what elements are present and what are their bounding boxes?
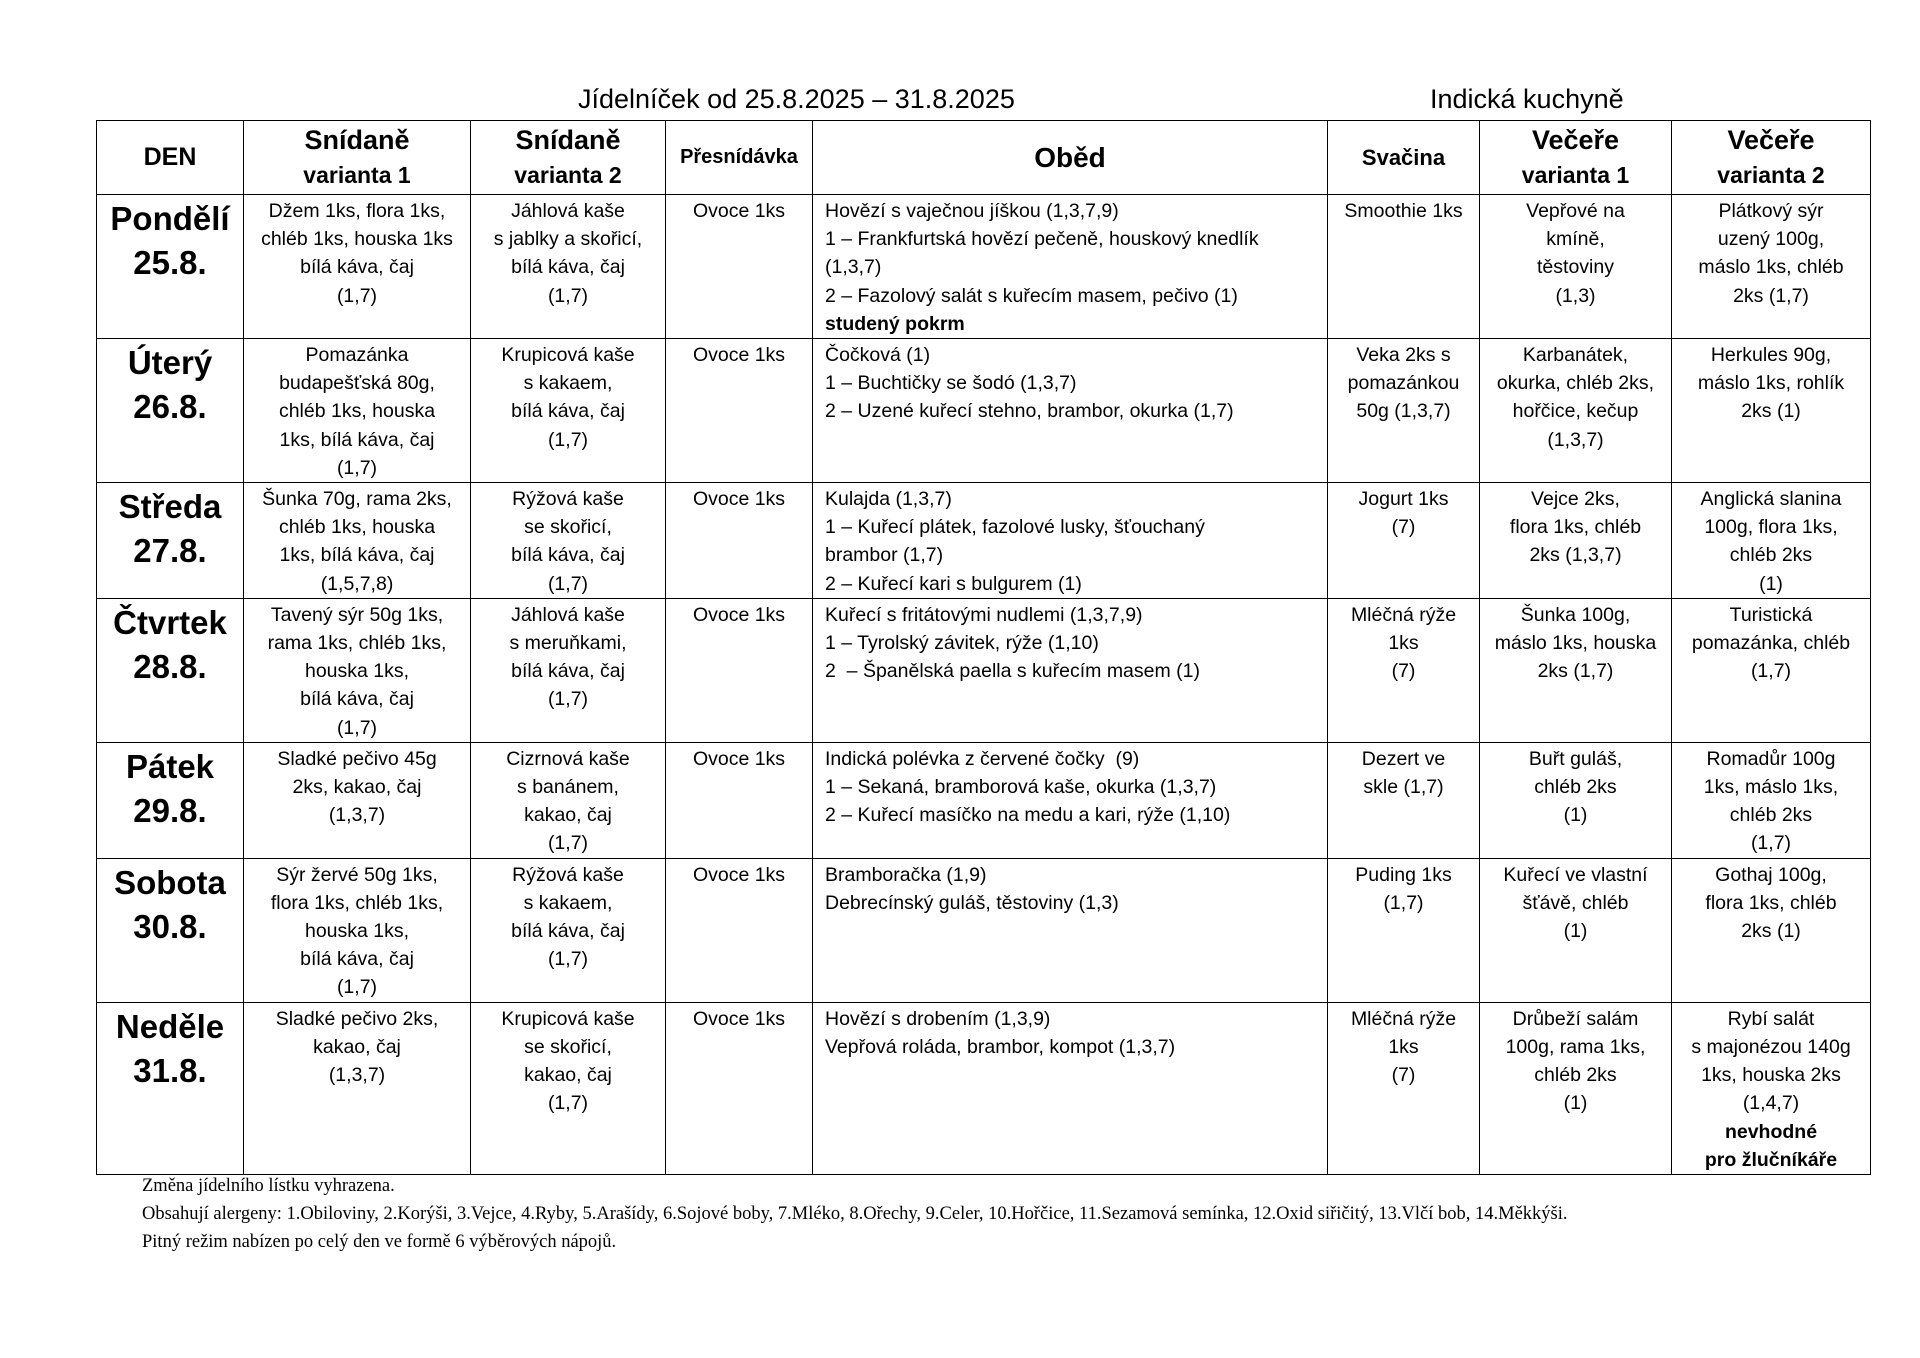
presnidavka-cell (666, 858, 813, 1002)
menu-line: chléb 2ks (1729, 804, 1813, 827)
menu-line: Krupicová kaše (501, 1007, 635, 1030)
vecere-1-cell (1480, 1002, 1672, 1174)
snidane-1-cell (244, 1002, 471, 1174)
menu-line: (1,3,7) (825, 256, 882, 279)
vecere-1-cell (1480, 598, 1672, 742)
menu-line: 1 – Tyrolský závitek, rýže (1,10) (825, 632, 1099, 655)
menu-line: Sýr žervé 50g 1ks, (276, 863, 438, 886)
menu-line: Veka 2ks s (1356, 344, 1451, 367)
svacina-cell (1328, 742, 1480, 858)
snidane-1-cell (244, 195, 471, 339)
header-vecere-2 (1672, 121, 1871, 195)
menu-line: 100g, flora 1ks, (1704, 516, 1838, 539)
day-label: 31.8. (133, 1051, 207, 1089)
day-label: 25.8. (133, 244, 207, 281)
menu-line: chléb 1ks, houska 1ks (261, 228, 453, 251)
day-row (97, 1002, 1871, 1174)
menu-line: chléb 1ks, houska (278, 516, 436, 539)
presnidavka-cell (666, 598, 813, 742)
menu-line: (1,7) (336, 456, 378, 479)
header-presnidavka: Přesnídávka (666, 121, 813, 195)
menu-line: Kuřecí ve vlastní (1503, 863, 1648, 886)
menu-body (97, 195, 1871, 1175)
menu-line: s kakaem, (523, 372, 613, 395)
menu-line: bílá káva, čaj (511, 256, 625, 279)
menu-line: pomazánkou (1347, 372, 1460, 395)
menu-line: s meruňkami, (509, 632, 627, 655)
menu-line: bílá káva, čaj (300, 948, 414, 971)
day-label: Pátek (125, 747, 215, 785)
menu-line: Rýžová kaše (512, 863, 624, 886)
menu-line: houska 1ks, (304, 920, 410, 943)
menu-line: Šunka 100g, (1520, 603, 1631, 626)
day-row (97, 858, 1871, 1002)
day-label: 30.8. (133, 907, 207, 945)
menu-line: chléb 2ks (1534, 1064, 1617, 1087)
snidane-1-cell (244, 598, 471, 742)
menu-line: (1,7) (336, 716, 378, 739)
day-label: 28.8. (133, 647, 207, 685)
obed-cell (813, 195, 1328, 339)
day-row (97, 339, 1871, 483)
menu-line: (1,5,7,8) (320, 572, 394, 595)
menu-line: 50g (1,3,7) (1356, 400, 1451, 423)
menu-line: Smoothie 1ks (1344, 200, 1463, 222)
menu-line: Anglická slanina (1700, 488, 1842, 511)
menu-line: máslo 1ks, houska (1494, 632, 1657, 655)
footer-change-note: Změna jídelního lístku vyhrazena. (142, 1176, 395, 1196)
presnidavka-cell (666, 1002, 813, 1174)
menu-line: s banánem, (517, 776, 619, 799)
header-label: Večeře (1531, 124, 1620, 155)
menu-line: Buřt guláš, (1528, 747, 1623, 770)
vecere-2-cell (1672, 195, 1871, 339)
menu-line: kakao, čaj (524, 1064, 612, 1087)
menu-line: (1,3,7) (328, 804, 386, 827)
menu-line: 2ks (1,7) (1733, 284, 1809, 307)
day-row (97, 598, 1871, 742)
header-sublabel: varianta 1 (303, 161, 411, 188)
day-cell (97, 858, 244, 1002)
vecere-2-cell (1672, 339, 1871, 483)
menu-line: Bramboračka (1,9) (825, 863, 987, 886)
day-row (97, 742, 1871, 858)
obed-cell (813, 742, 1328, 858)
menu-line: Ovoce 1ks (692, 603, 786, 626)
menu-line: 1 – Sekaná, bramborová kaše, okurka (1,3,7) (825, 776, 1217, 799)
vecere-2-cell (1672, 1002, 1871, 1174)
day-label: Středa (118, 488, 222, 526)
day-cell (97, 1002, 244, 1174)
menu-line: Romadůr 100g (1706, 747, 1836, 770)
menu-line: Karbanátek, (1522, 344, 1629, 367)
cuisine-subtitle: Indická kuchyně (1430, 84, 1624, 114)
menu-line: Rýžová kaše (512, 488, 624, 511)
menu-line: Tavený sýr 50g 1ks, (270, 603, 444, 626)
menu-line: Vepřová roláda, brambor, kompot (1,3,7) (825, 1035, 1176, 1058)
day-label: Úterý (127, 344, 213, 382)
header-label: Večeře (1727, 124, 1815, 155)
day-label: Čtvrtek (113, 603, 227, 641)
day-label: Neděle (115, 1007, 225, 1045)
menu-line: šťávě, chléb (1522, 891, 1629, 914)
menu-line: skle (1,7) (1363, 776, 1444, 799)
footer-notes (142, 1172, 1568, 1256)
vecere-2-cell (1672, 598, 1871, 742)
menu-line: Pomazánka (305, 344, 409, 367)
menu-line: 2 – Španělská paella s kuřecím masem (1) (825, 660, 1200, 683)
header-label: Snídaně (304, 124, 410, 155)
menu-line: (7) (1391, 660, 1416, 683)
day-cell (97, 742, 244, 858)
vecere-1-cell (1480, 195, 1672, 339)
snidane-1-cell (244, 339, 471, 483)
header-vecere-1 (1480, 121, 1672, 195)
title-row (0, 84, 1920, 120)
menu-line: Vejce 2ks, (1531, 488, 1620, 511)
day-label: Pondělí (110, 200, 230, 237)
menu-line: (1,7) (547, 688, 589, 711)
menu-line: chléb 2ks (1534, 776, 1617, 799)
menu-line: hořčice, kečup (1512, 400, 1639, 423)
menu-line: (7) (1391, 1064, 1416, 1087)
menu-line: Cizrnová kaše (506, 747, 630, 770)
header-label: Snídaně (515, 124, 621, 155)
menu-line: studený pokrm (825, 312, 965, 335)
menu-line: se skořicí, (524, 516, 612, 539)
vecere-2-cell (1672, 742, 1871, 858)
menu-line: bílá káva, čaj (511, 920, 625, 943)
menu-line: Ovoce 1ks (692, 1007, 786, 1030)
day-cell (97, 483, 244, 599)
menu-line: 1ks, bílá káva, čaj (279, 544, 435, 567)
menu-line: (1,7) (547, 1092, 589, 1115)
menu-line: (7) (1391, 516, 1416, 539)
day-row (97, 195, 1871, 339)
menu-line: Ovoce 1ks (692, 747, 786, 770)
menu-line: Kuřecí s fritátovými nudlemi (1,3,7,9) (825, 603, 1143, 626)
menu-line: (1,7) (1750, 660, 1792, 683)
menu-line: (1,7) (547, 572, 589, 595)
day-row (97, 483, 1871, 599)
menu-line: nevhodné (1724, 1120, 1818, 1143)
menu-line: bílá káva, čaj (511, 660, 625, 683)
header-obed: Oběd (813, 121, 1328, 195)
snidane-2-cell (471, 1002, 666, 1174)
snidane-2-cell (471, 742, 666, 858)
day-label: Sobota (114, 863, 226, 901)
menu-line: houska 1ks, (304, 660, 410, 683)
presnidavka-cell (666, 339, 813, 483)
day-label: 29.8. (133, 791, 207, 829)
menu-line: pomazánka, chléb (1691, 632, 1851, 655)
menu-line: 1 – Kuřecí plátek, fazolové lusky, šťouchaný (825, 516, 1205, 539)
menu-line: s jablky a skořicí, (493, 228, 643, 251)
menu-line: Kulajda (1,3,7) (825, 488, 952, 511)
footer-allergens: Obsahují alergeny: 1.Obiloviny, 2.Korýši, 3.Vejce, 4.Ryby, 5.Arašídy, 6.Sojové boby, 7.Mléko, 8.Ořechy, 9.Celer, 10.Hořčice, 11.Sezamová semínka, 12.Oxid siřičitý, 13.Vlčí bob, 14.Měkkýši. (142, 1204, 1568, 1224)
menu-line: (1,7) (547, 948, 589, 971)
menu-line: pro žlučníkáře (1704, 1148, 1838, 1171)
menu-line: (1) (1563, 1092, 1588, 1115)
svacina-cell (1328, 1002, 1480, 1174)
snidane-1-cell (244, 483, 471, 599)
header-snidane-1 (244, 121, 471, 195)
menu-line: rama 1ks, chléb 1ks, (267, 632, 447, 655)
snidane-2-cell (471, 598, 666, 742)
vecere-1-cell (1480, 858, 1672, 1002)
menu-line: bílá káva, čaj (300, 688, 414, 711)
menu-line: 1ks (1388, 1035, 1419, 1058)
presnidavka-cell (666, 195, 813, 339)
menu-line: Ovoce 1ks (692, 863, 786, 886)
snidane-2-cell (471, 483, 666, 599)
snidane-1-cell (244, 858, 471, 1002)
menu-line: 2ks (1) (1741, 400, 1801, 423)
menu-line: kmíně, (1546, 228, 1605, 251)
menu-line: kakao, čaj (313, 1035, 401, 1058)
day-label: 26.8. (133, 388, 207, 426)
vecere-1-cell (1480, 742, 1672, 858)
menu-line: máslo 1ks, chléb (1698, 256, 1844, 279)
menu-line: (1,3,7) (1547, 428, 1604, 451)
menu-line: 1ks, houska 2ks (1701, 1064, 1841, 1087)
day-cell (97, 598, 244, 742)
snidane-1-cell (244, 742, 471, 858)
menu-line: Vepřové na (1526, 200, 1625, 222)
menu-line: Herkules 90g, (1710, 344, 1832, 367)
menu-line: Turistická (1729, 603, 1813, 626)
menu-line: Hovězí s vaječnou jíškou (1,3,7,9) (825, 200, 1119, 222)
header-row (97, 121, 1871, 195)
presnidavka-cell (666, 483, 813, 599)
svacina-cell (1328, 858, 1480, 1002)
menu-line: 2ks (1) (1741, 920, 1801, 943)
menu-line: 1ks (1388, 632, 1419, 655)
day-cell (97, 339, 244, 483)
menu-line: Ovoce 1ks (692, 344, 786, 367)
header-sublabel: varianta 1 (1521, 161, 1630, 188)
menu-line: 2ks (1,3,7) (1529, 544, 1622, 567)
menu-line: s majonézou 140g (1691, 1035, 1851, 1058)
menu-line: flora 1ks, chléb (1509, 516, 1642, 539)
vecere-1-cell (1480, 339, 1672, 483)
menu-line: 1 – Frankfurtská hovězí pečeně, houskový knedlík (825, 228, 1259, 251)
menu-line: bílá káva, čaj (300, 256, 414, 279)
snidane-2-cell (471, 858, 666, 1002)
svacina-cell (1328, 598, 1480, 742)
svacina-cell (1328, 339, 1480, 483)
menu-line: (1) (1563, 804, 1588, 827)
menu-line: flora 1ks, chléb (1705, 891, 1837, 914)
menu-line: 2 – Uzené kuřecí stehno, brambor, okurka (1,7) (825, 400, 1234, 423)
obed-cell (813, 483, 1328, 599)
menu-line: Jáhlová kaše (511, 603, 625, 626)
header-svacina: Svačina (1328, 121, 1480, 195)
menu-line: Puding 1ks (1355, 863, 1452, 886)
obed-cell (813, 339, 1328, 483)
menu-line: máslo 1ks, rohlík (1697, 372, 1845, 395)
svacina-cell (1328, 483, 1480, 599)
menu-line: chléb 2ks (1729, 544, 1813, 567)
menu-line: Mléčná rýže (1350, 603, 1457, 626)
menu-line: bílá káva, čaj (511, 544, 625, 567)
menu-line: Čočková (1) (825, 344, 931, 367)
menu-line: brambor (1,7) (825, 544, 944, 567)
menu-line: okurka, chléb 2ks, (1496, 372, 1655, 395)
obed-cell (813, 1002, 1328, 1174)
menu-line: kakao, čaj (524, 804, 612, 827)
menu-line: Gothaj 100g, (1715, 863, 1827, 886)
menu-line: uzený 100g, (1717, 228, 1825, 251)
menu-line: budapešťská 80g, (279, 372, 435, 395)
menu-line: (1,7) (1383, 891, 1424, 914)
day-label: 27.8. (133, 532, 207, 570)
header-sublabel: varianta 2 (514, 161, 622, 188)
menu-line: 1ks, máslo 1ks, (1703, 776, 1839, 799)
menu-line: Indická polévka z červené čočky (9) (825, 747, 1140, 770)
menu-line: Ovoce 1ks (692, 488, 786, 511)
menu-line: Šunka 70g, rama 2ks, (262, 488, 452, 511)
menu-line: chléb 1ks, houska (278, 400, 436, 423)
page-title: Jídelníček od 25.8.2025 – 31.8.2025 (578, 84, 1015, 114)
header-den: DEN (97, 121, 244, 195)
snidane-2-cell (471, 195, 666, 339)
menu-line: 2 – Kuřecí kari s bulgurem (1) (825, 572, 1082, 595)
presnidavka-cell (666, 742, 813, 858)
menu-line: (1,3) (1555, 284, 1596, 307)
vecere-2-cell (1672, 483, 1871, 599)
menu-line: flora 1ks, chléb 1ks, (270, 891, 444, 914)
menu-line: bílá káva, čaj (511, 400, 625, 423)
menu-line: (1,7) (547, 428, 589, 451)
menu-line: Debrecínský guláš, těstoviny (1,3) (825, 891, 1119, 914)
menu-line: 2 – Fazolový salát s kuřecím masem, pečivo (1) (825, 284, 1238, 307)
menu-line: (1,7) (547, 284, 589, 307)
menu-line: (1,7) (336, 976, 378, 999)
menu-line: (1,7) (336, 284, 378, 307)
menu-line: (1,3,7) (328, 1064, 386, 1087)
header-snidane-2 (471, 121, 666, 195)
header-sublabel: varianta 2 (1717, 161, 1825, 188)
menu-line: (1,7) (1750, 832, 1792, 855)
menu-line: Krupicová kaše (501, 344, 635, 367)
menu-line: Ovoce 1ks (692, 200, 786, 222)
snidane-2-cell (471, 339, 666, 483)
day-cell (97, 195, 244, 339)
menu-line: Sladké pečivo 2ks, (275, 1007, 439, 1030)
menu-line: Dezert ve (1361, 747, 1446, 770)
menu-line: Hovězí s drobením (1,3,9) (825, 1007, 1051, 1030)
obed-cell (813, 598, 1328, 742)
menu-line: 2ks (1,7) (1537, 660, 1614, 683)
menu-line: se skořicí, (524, 1035, 612, 1058)
menu-table (96, 120, 1871, 1175)
svacina-cell (1328, 195, 1480, 339)
obed-cell (813, 858, 1328, 1002)
menu-line: Jogurt 1ks (1358, 488, 1449, 511)
vecere-1-cell (1480, 483, 1672, 599)
menu-line: 100g, rama 1ks, (1505, 1035, 1646, 1058)
menu-line: Rybí salát (1727, 1007, 1815, 1030)
menu-line: 1 – Buchtičky se šodó (1,3,7) (825, 372, 1077, 395)
menu-line: 1ks, bílá káva, čaj (279, 428, 435, 451)
menu-line: 2ks, kakao, čaj (292, 776, 422, 799)
menu-line: 2 – Kuřecí masíčko na medu a kari, rýže (1,10) (825, 804, 1231, 827)
menu-line: Mléčná rýže (1350, 1007, 1457, 1030)
menu-line: (1) (1563, 920, 1588, 943)
menu-line: (1,4,7) (1742, 1092, 1800, 1115)
menu-line: Jáhlová kaše (511, 200, 625, 222)
menu-line: (1) (1759, 572, 1783, 595)
menu-line: Džem 1ks, flora 1ks, (268, 200, 446, 222)
menu-line: s kakaem, (523, 891, 613, 914)
menu-line: (1,7) (547, 832, 589, 855)
menu-line: těstoviny (1537, 256, 1614, 279)
menu-line: Drůbeží salám (1512, 1007, 1639, 1030)
menu-line: Sladké pečivo 45g (277, 747, 437, 770)
vecere-2-cell (1672, 858, 1871, 1002)
footer-drinks-note: Pitný režim nabízen po celý den ve formě 6 výběrových nápojů. (142, 1232, 617, 1252)
menu-line: Plátkový sýr (1718, 200, 1824, 222)
